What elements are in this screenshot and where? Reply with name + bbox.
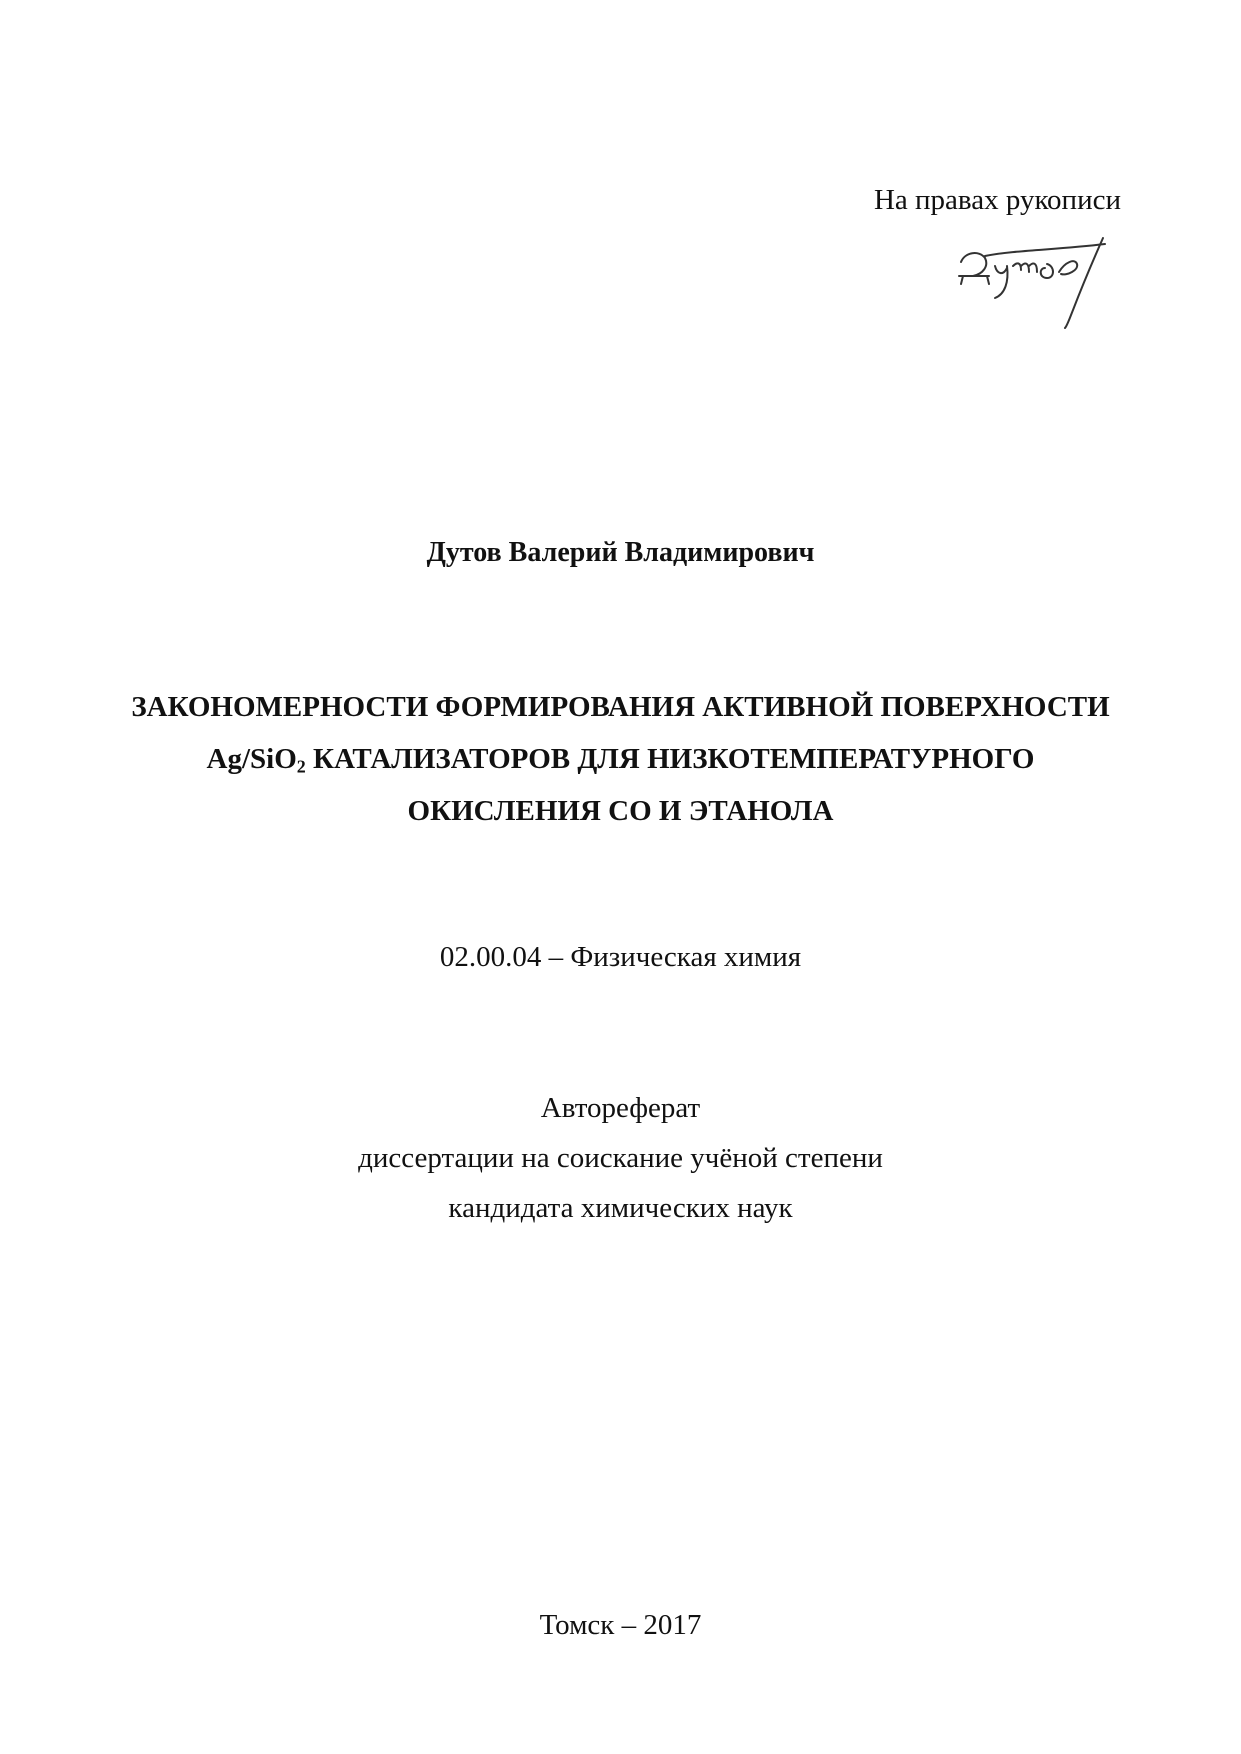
title-line-1: ЗАКОНОМЕРНОСТИ ФОРМИРОВАНИЯ АКТИВНОЙ ПОВЕРХНОСТИ xyxy=(131,691,1110,723)
signature-image xyxy=(955,232,1125,332)
abstract-line-2: диссертации на соискание учёной степени xyxy=(358,1142,883,1174)
title-line-3: ОКИСЛЕНИЯ СО И ЭТАНОЛА xyxy=(407,795,834,827)
title-line-2-suffix: КАТАЛИЗАТОРОВ ДЛЯ НИЗКОТЕМПЕРАТУРНОГО xyxy=(305,743,1035,775)
author-name: Дутов Валерий Владимирович xyxy=(426,537,815,568)
title-line-2-prefix: Ag/SiO xyxy=(206,743,297,775)
place-year: Томск – 2017 xyxy=(539,1609,702,1641)
title-line-2-subscript: 2 xyxy=(296,756,306,777)
specialty-code: 02.00.04 – Физическая химия xyxy=(439,941,802,973)
abstract-line-1: Автореферат xyxy=(540,1092,701,1124)
manuscript-note: На правах рукописи xyxy=(873,184,1121,216)
abstract-line-3: кандидата химических наук xyxy=(448,1192,793,1224)
abstract-description xyxy=(0,1083,1241,1233)
dissertation-title xyxy=(0,681,1241,837)
title-line-2 xyxy=(0,733,1241,785)
